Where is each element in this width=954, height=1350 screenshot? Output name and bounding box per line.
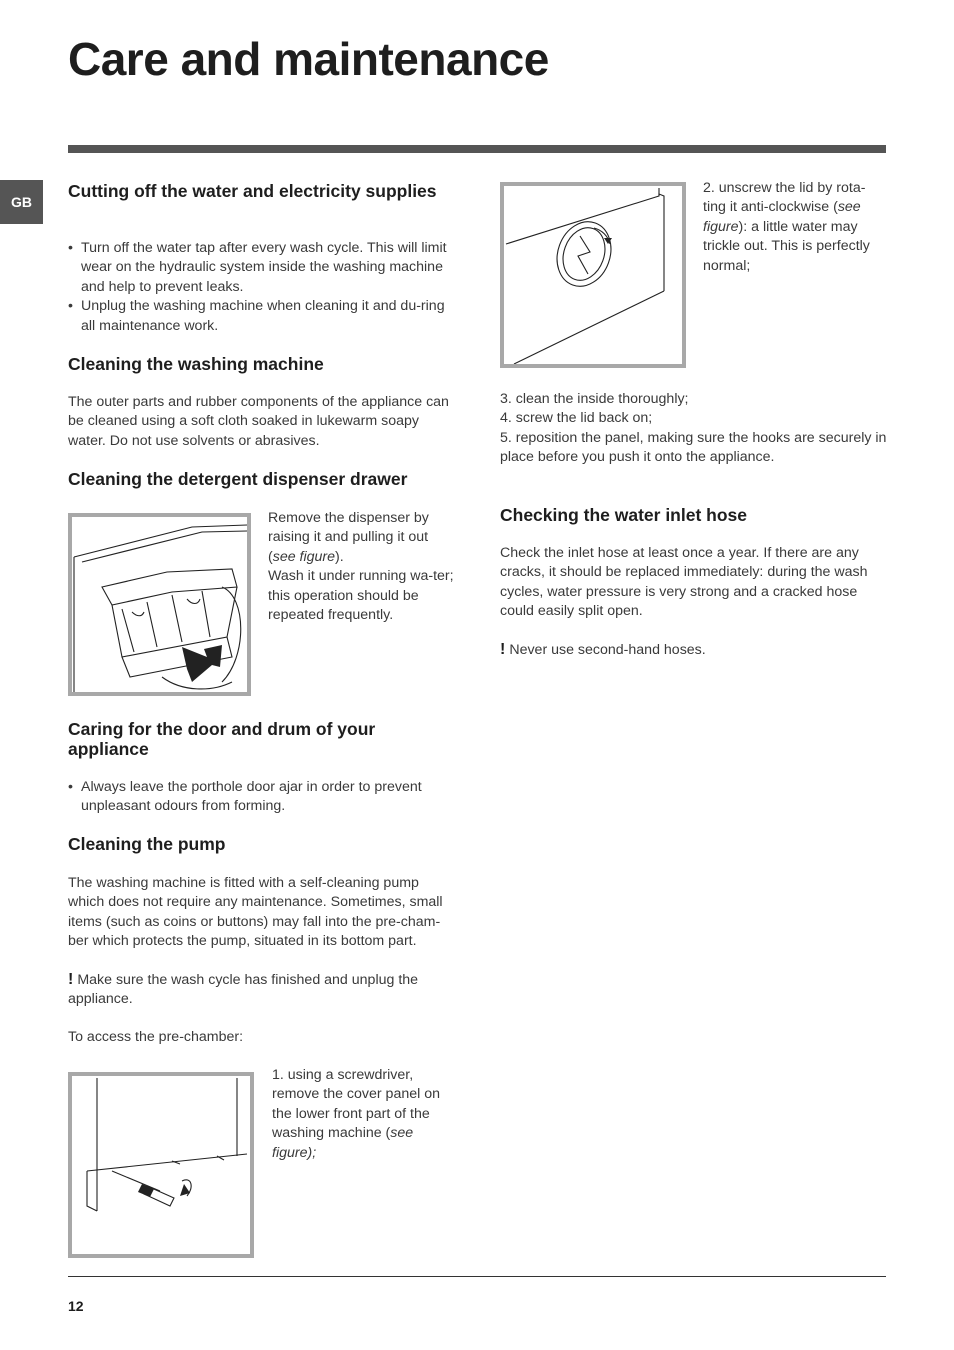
heading-dispenser: Cleaning the detergent dispenser drawer — [68, 469, 408, 489]
warning-mark: ! — [68, 971, 74, 988]
pump-text: The washing machine is fitted with a self-cleaning pump which does not require any maintenance. Sometimes, small items (such as coins or buttons) may fall into the pre-cham-ber which protects the pump, situated in its bottom part. — [68, 875, 443, 950]
pump-warning — [68, 970, 452, 1010]
list-item: • Always leave the porthole door ajar in order to prevent unpleasant odours from forming. — [68, 778, 450, 817]
cleaning-machine-text: The outer parts and rubber components of the appliance can be cleaned using a soft cloth soaked in lukewarm soapy water. Do not use solvents or abrasives. — [68, 394, 449, 449]
warning-mark: ! — [500, 641, 506, 658]
dispenser-text-c: Wash it under running wa-ter; this operation should be repeated frequently. — [268, 568, 454, 624]
heading-inlet-hose: Checking the water inlet hose — [500, 505, 747, 525]
dispenser-drawer-illustration-icon — [68, 513, 251, 696]
step2-paren: ): — [738, 218, 748, 235]
inlet-warning-text: Never use second-hand hoses. — [509, 642, 706, 658]
step2-text-a: 2. unscrew the lid by rota-ting it anti-clockwise ( — [703, 180, 866, 216]
step3-text: 3. clean the inside thoroughly; — [500, 391, 689, 407]
inlet-warning — [500, 640, 888, 660]
pump-warning-text: Make sure the wash cycle has finished and unplug the appliance. — [68, 972, 419, 1008]
step2-text-b: a little water may trickle out. This is perfectly normal; — [703, 218, 870, 274]
heading-pump: Cleaning the pump — [68, 834, 226, 854]
step2-text — [703, 179, 885, 276]
dispenser-text-a: Remove the dispenser by raising it and pulling it out ( — [268, 510, 429, 565]
step1-text-a: 1. using a screwdriver, remove the cover panel on the lower front part of the washing machine ( — [272, 1067, 440, 1142]
step1-text-b: ); — [307, 1144, 317, 1161]
water-electricity-list — [68, 239, 450, 336]
see-figure-link: see figure — [272, 548, 336, 565]
step5-text: 5. reposition the panel, making sure the hooks are securely in place before you push it onto the appliance. — [500, 429, 887, 466]
dispenser-text-b: ). — [335, 548, 344, 565]
heading-cleaning-machine: Cleaning the washing machine — [68, 354, 324, 374]
page-title: Care and maintenance — [68, 33, 549, 85]
list-item: • Unplug the washing machine when cleaning it and du-ring all maintenance work. — [68, 297, 450, 336]
dispenser-text — [268, 509, 458, 625]
heading-water-electricity: Cutting off the water and electricity supplies — [68, 181, 437, 201]
see-figure-link: see figure — [272, 1125, 414, 1161]
section-door-drum — [68, 719, 448, 759]
step4-text: 4. screw the lid back on; — [500, 410, 653, 427]
pump-access-text: To access the pre-chamber: — [68, 1029, 244, 1045]
heading-door-drum: Caring for the door and drum of your appliance — [68, 719, 376, 759]
list-item: • Turn off the water tap after every wash cycle. This will limit wear on the hydraulic system inside the washing machine and help to prevent leaks. — [68, 239, 450, 297]
screwdriver-panel-illustration-icon — [68, 1072, 254, 1258]
inlet-hose-text: Check the inlet hose at least once a year. If there are any cracks, it should be replaced immediately: during the wash cycles, water pressure is very strong and a cracked hose could easily split open. — [500, 545, 868, 620]
page-number: 12 — [68, 1298, 84, 1314]
steps-list — [500, 390, 888, 468]
header-rule — [68, 145, 886, 153]
see-figure-link: see figure — [703, 199, 861, 235]
footer-rule — [68, 1276, 886, 1277]
language-tab: GB — [0, 180, 43, 224]
step1-text — [272, 1066, 454, 1163]
door-drum-list — [68, 778, 450, 817]
pump-lid-illustration-icon — [500, 182, 686, 368]
section-water-electricity — [68, 181, 448, 201]
